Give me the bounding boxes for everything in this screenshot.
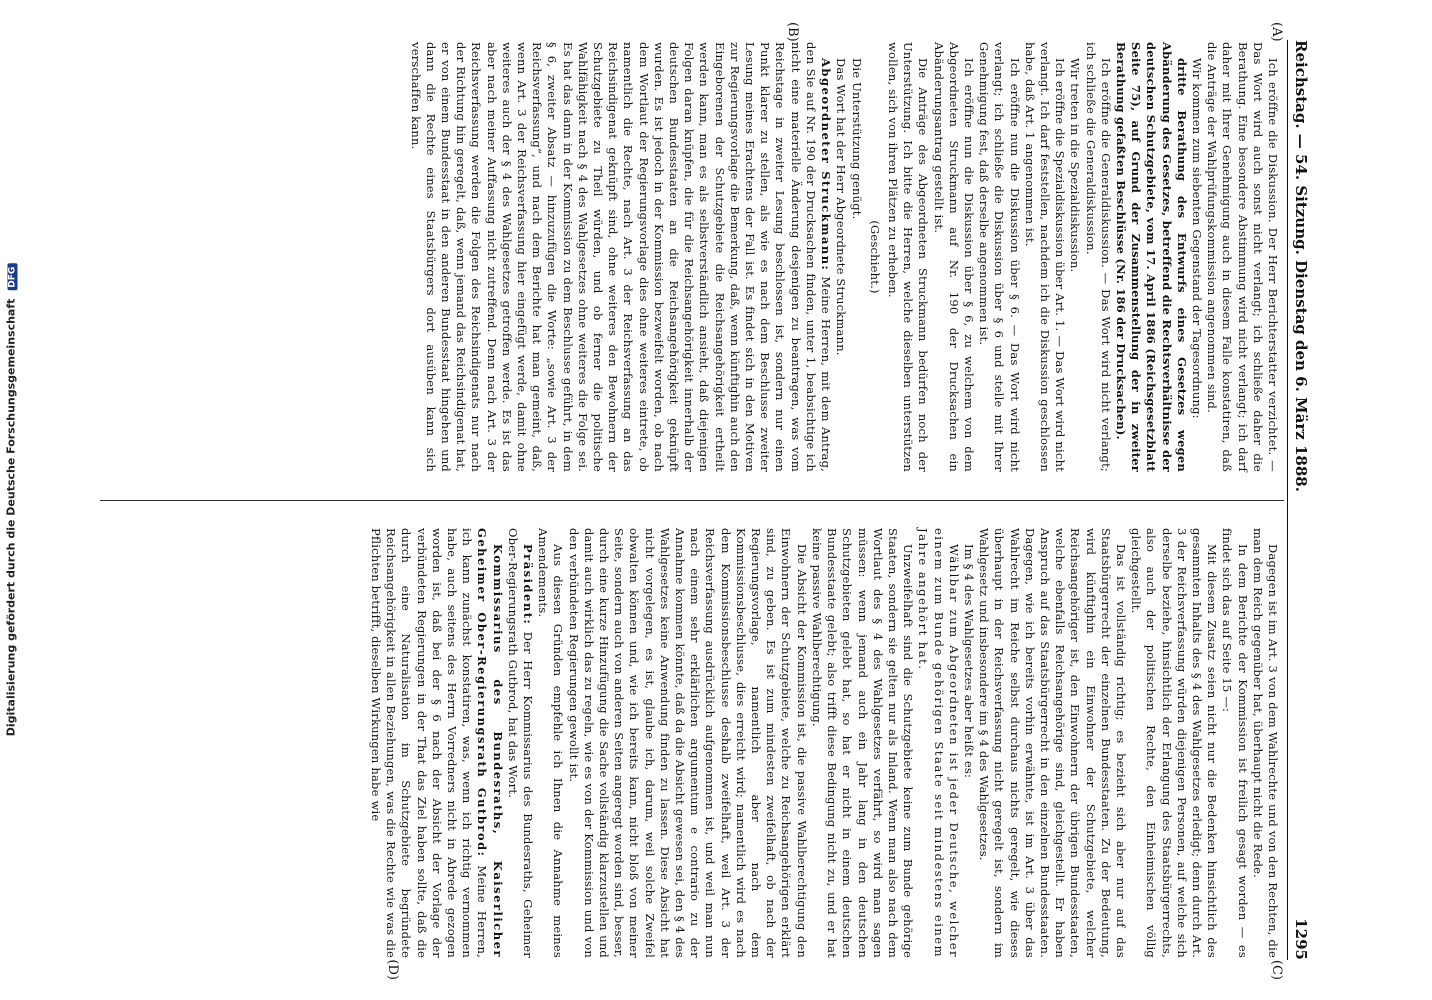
paragraph: Wir treten in die Spezialdiskussion.	[1068, 58, 1083, 273]
paragraph: Das ist vollständig richtig; es bezieht sich aber nur auf das Staatsbürgerrecht der einzelnen Bundesstaaten. Zu der Bedeutung, wird künftighin ein Einwohner der Schutzgebiete, welcher Reichsangehöriger ist, den Einwohnern der übrigen Bundesstaaten, welche ebenfalls Reichsangehörige sind, gleichgestellt. Er haben Anspruch auf das Staatsbürgerrecht in den einzelnen Bundesstaaten. Dagegen, wie ich bereits vorhin erwähnte, ist im Art. 3 über das Wahlrecht im Reiche selbst durchaus nichts geregelt, wie dieses überhaupt in der Reichsverfassung nicht geregelt ist, sondern im Wahlgesetz und insbesondere im § 4 des Wahlgesetzes.	[977, 528, 1128, 958]
stage-direction: (Geschieht.)	[867, 220, 882, 294]
paragraph: Dagegen ist im Art. 3 von dem Wahlrechte und von den Rechten, die man dem Reich gegenüber hat, überhaupt nicht die Rede.	[1250, 528, 1280, 958]
margin-mark-d: (D)	[385, 959, 400, 980]
credit-text: Digitalisierung gefördert durch die Deutsche Forschungsgemeinschaft	[4, 298, 18, 737]
paragraph: Ich eröffne die Spezialdiskussion über Art. 1. — Das Wort wird nicht verlangt. Ich darf feststellen, nachdem ich die Diskussion geschlossen habe, daß Art. 1 angenommen ist.	[1022, 42, 1068, 472]
speech-text: Der Herr Kommissarius des Bundesraths, Geheimer Ober-Regierungsrath Gutbrod, hat das Wort.	[505, 528, 536, 958]
paragraph: Die Absicht der Kommission ist, die passive Wahlberechtigung den Einwohnern der Schutzgebiete, welche zu Reichsangehörigen erklärt sind, zu geben. Es ist zum mindesten zweifelhaft, ob nach der Regierungsvorlage, namentlich aber nach dem Kommissionsbeschlusse, dies erreicht wird; namentlich wird es nach dem Kommissionsbeschlusse deshalb zweifelhaft, weil Art. 3 der Reichsverfassung ausdrücklich aufgenommen ist, und weil man nun nach einem sehr erklärlichen argumentum e contrario zu der Annahme kommen könnte, daß da die Absicht gewesen sei, den § 4 des Wahlgesetzes keine Anwendung finden zu lassen. Diese Absicht hat nicht vorgelegen, es ist, glaube ich, darum, weil solche Zweifel obwalten können und, wie ich bereits kann, nicht bloß von meiner Seite, sondern auch von anderen Seiten angeregt worden sind, besser, durch eine kurze Hinzufügung die Sache vollständig klarzustellen und damit auch wirklich das zu regeln, wie es von der Kommission und von den verbündeten Regierungen gewollt ist.	[566, 528, 809, 958]
paragraph: Ich eröffne die Diskussion. Der Herr Berichterstatter verzichtet. — Das Wort wird auch sonst nicht verlangt; ich schließe daher die Berathung. Eine besondere Abstimmung wird nicht verlangt; ich darf daher mit Ihrer Genehmigung auch in diesem Falle konstatiren, daß die Anträge der Wahlprüfungskommission angenommen sind.	[1205, 42, 1280, 472]
document-page	[80, 20, 1320, 980]
paragraph: Ich eröffne die Generaldiskussion. — Das Wort wird nicht verlangt; ich schließe die Generaldiskussion.	[1083, 42, 1113, 472]
paragraph: Die Anträge des Abgeordneten Struckmann bedürfen noch der Unterstützung. Ich bitte die Herren, welche dieselben unterstützen wollen, sich von ihren Plätzen zu erheben.	[885, 42, 931, 472]
paragraph: Aus diesen Gründen empfehle ich Ihnen die Annahme meines Amendements.	[536, 528, 566, 958]
running-header	[1290, 40, 1312, 960]
margin-mark-a: (A)	[1269, 22, 1284, 42]
paragraph: Unzweifelhaft sind die Schutzgebiete keine zum Bunde gehörige Staaten, sondern sie gelten nur als Inland. Wenn man also nach dem Wortlaut des § 4 des Wahlgesetzes verfährt, so wird man sagen müssen: wenn jemand auch ein Jahr lang in den deutschen Schutzgebieten gelebt hat, so hat er nicht in einem deutschen Bundesstaate gelebt; also trifft diese Bedingung nicht zu, und er hat keine passive Wahlberechtigung.	[809, 528, 916, 958]
quotation: Mit diesem Zusatz seien nicht nur die Bedenken hinsichtlich des gesammten Inhalts des § 4 des Wahlgesetzes erledigt; denn durch Art. 3 der Reichsverfassung würden diejenigen Personen, auf welche sich derselbe beziehe, hinsichtlich der Erlangung des Staatsbürgerrechts, also auch der politischen Rechte, den Einheimischen völlig gleichgestellt.	[1129, 528, 1220, 958]
speaker-name: Präsident:	[521, 544, 536, 626]
speech-text: Meine Herren, mit dem Antrag, den Sie auf Nr. 190 der Drucksachen finden, unter 1, beabsichtige ich nicht eine materielle Änderung desjenigen zu beantragen, was vom Reichstage in zweiter Lesung beschlossen ist, sondern nur einen Punkt klarer zu stellen, als wie es nach dem Beschlusse zweiter Lesung meines Erachtens der Fall ist. Es findet sich in den Motiven zur Regierungsvorlage die Bemerkung, daß, wenn künftighin auch den Eingeborenen der Schutzgebiete die Reichsangehörigkeit ertheilt werden kann, man es als selbstverständlich ansieht, daß diejenigen Folgen daran knüpfen, die für die Reichsangehörigkeit innerhalb der deutschen Bundesstaaten an die Reichsangehörigkeit geknüpft wurden. Es ist jedoch in der Kommission bezweifelt worden, ob nach dem Wortlaut der Regierungsvorlage dies ohne weiteres eintrete, ob namentlich die Rechte, nach Art. 3 der Reichsverfassung an das Reichsindigenat geknüpft sind, ohne weiteres den Bewohnern der Schutzgebiete zu Theil würden, und ob ferner die politische Wahlfähigkeit nach § 4 des Wahlgesetzes ohne weiteres die Folge sei. Es hat das dann in der Kommission zu dem Beschlusse geführt, in dem § 6, zweiter Absatz — hinzuzufügen die Worte: „sowie Art. 3 der Reichsverfassung“, und nach dem Berichte hat man gemeint, daß, wenn Art. 3 der Reichsverfassung hier eingefügt werde, damit ohne weiteres auch der § 4 des Wahlgesetzes getroffen werde. Es ist das aber nach meiner Auffassung nicht zutreffend. Denn nach Art. 3 der Reichsverfassung werden die Folgen des Reichsindigenats nur nach der Richtung hin geregelt, daß, wenn jemand das Reichsindigenat hat, er von einem Bundesstaat in den anderen Bundesstaat hingehen und dann die Rechte eines Staatsbürgers dort ausüben kann sich verschaffen kann.	[408, 42, 834, 472]
paragraph: Ich eröffne nun die Diskussion über § 6. — Das Wort wird nicht verlangt; ich schließe die Diskussion über § 6 und stelle mit Ihrer Genehmigung fest, daß derselbe angenommen ist.	[977, 42, 1022, 472]
digitization-credit	[0, 0, 22, 1000]
agenda-heading: dritte Berathung des Entwurfs eines Gesetzes wegen Abänderung des Gesetzes, betreffend die Rechtsverhältnisse der deutschen Schutzgebiete, vom 17. April 1886 (Reichsgesetzblatt Seite 75), auf Grund der Zusammenstellung der in zweiter Berathung gefaßten Beschlüsse (Nr. 186 der Drucksachen).	[1113, 42, 1189, 472]
header-title: Reichstag. — 54. Sitzung. Dienstag den 6. März 1888.	[1292, 40, 1310, 492]
paragraph: Das Wort hat der Herr Abgeordnete Struckmann.	[834, 58, 849, 356]
paragraph: Wir kommen zum siebenten Gegenstand der Tagesordnung:	[1189, 58, 1204, 419]
quotation: Wählbar zum Abgeordneten ist jeder Deutsche, welcher einem zum Bunde gehörigen Staate seit mindestens einem Jahre angehört hat.	[916, 528, 961, 958]
paragraph: Im § 4 des Wahlgesetzes aber heißt es:	[961, 544, 976, 779]
paragraph: Die Unterstützung genügt.	[849, 58, 864, 220]
speaker-name: Abgeordneter Struckmann:	[819, 58, 834, 272]
page-scan	[80, 20, 1320, 980]
speech-text: Meine Herren, ich kann zunächst konstatiren, was, wenn ich richtig vernommen habe, auch seitens des Herrn Vorredners nicht in Abrede gezogen worden ist, daß bei der § 6 nach der Absicht der Vorlage der verbündeten Regierungen in der That das Ziel haben sollte, daß die durch eine Naturalisation im Schutzgebiete begründete Reichsangehörigkeit in allen Beziehungen, was die Rechte wie was die Pflichten betrifft, dieselben Wirkungen habe wie	[369, 528, 490, 958]
dfg-logo: DFG	[8, 264, 18, 291]
column-divider	[100, 500, 1284, 501]
left-column	[407, 42, 1280, 472]
margin-mark-c: (C)	[1269, 959, 1284, 980]
paragraph: Ich eröffne nun die Diskussion über § 6, zu welchem von dem Abgeordneten Struckmann auf Nr. 190 der Drucksachen ein Abänderungsantrag gestellt ist.	[931, 42, 976, 472]
paragraph: In dem Berichte der Kommission ist freilich gesagt worden — es findet sich das auf Seite 15 —:	[1220, 528, 1250, 958]
page-number: 1295	[1292, 918, 1310, 960]
margin-mark-b: (B)	[785, 22, 800, 42]
right-column	[368, 528, 1280, 958]
speaker-name: Kommissarius des Bundesraths, Kaiserlicher Geheimer Ober-Regierungsrath Gutbrod:	[475, 528, 505, 958]
header-rule	[1287, 40, 1288, 960]
